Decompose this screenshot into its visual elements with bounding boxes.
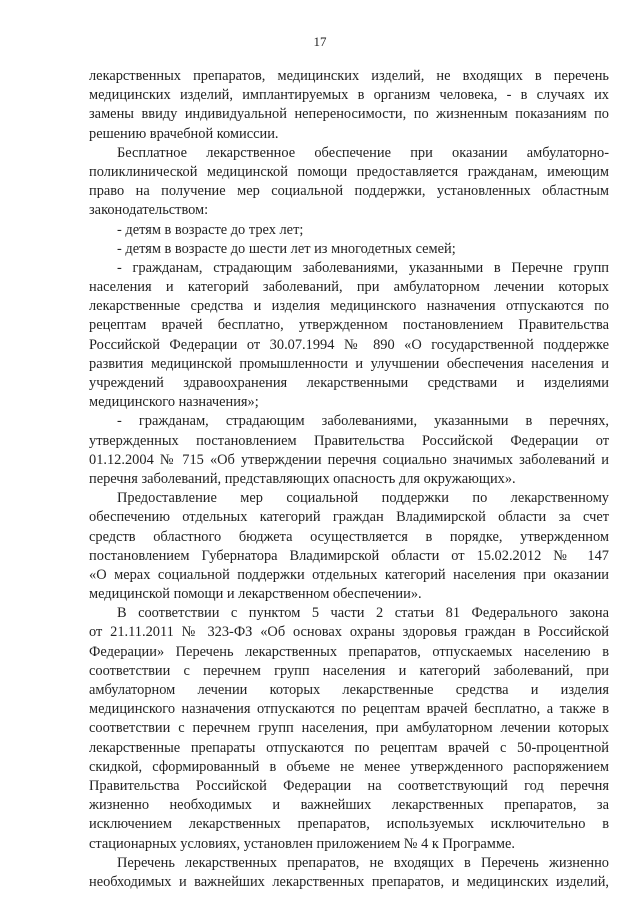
text-line: лекарственные средства и изделия медицинского назначения отпускаются по [89,298,609,315]
text-line: Правительства Российской Федерации на соответствующий год перечня [89,777,609,794]
text-line: медицинских изделий, имплантируемых в организм человека, - в случаях их [89,87,609,104]
text-line: постановлением Губернатора Владимирской области от 15.02.2012 № 147 [89,547,609,564]
text-line: лекарственные препараты отпускаются по рецептам врачей с 50-процентной [89,739,609,756]
text-line: Российской Федерации от 30.07.1994 № 890 «О государственной поддержке [89,336,609,353]
text-line: поликлинической медицинской помощи предоставляется гражданам, имеющим [89,163,609,180]
text-line: 01.12.2004 № 715 «Об утверждении перечня социально значимых заболеваний и [89,451,609,468]
text-line: Предоставление мер социальной поддержки по лекарственному [117,490,609,507]
document-body [89,67,609,892]
text-line: лекарственных препаратов, медицинских изделий, не входящих в перечень [89,68,609,84]
list-item: - гражданам, страдающим заболеваниями, указанными в Перечне групп [117,259,609,276]
text-line: скидкой, сформированный в объеме не менее утвержденного распоряжением [89,758,609,775]
text-line: медицинского назначения»; [89,394,259,411]
text-line: утвержденных постановлением Правительства Российской Федерации от [89,432,609,449]
text-line: законодательством: [89,202,209,219]
text-line: амбулаторном лечении которых лекарственные средства и изделия [89,682,609,698]
text-line: исключением лекарственных препаратов, используемых исключительно в [89,816,609,833]
text-line: необходимых и важнейших лекарственных препаратов, и медицинских изделий, [89,873,609,890]
text-line: «О мерах социальной поддержки отдельных категорий населения при оказании [89,566,609,583]
text-line: обеспечению отдельных категорий граждан Владимирской области за счет [89,509,609,526]
text-line: Федерации» Перечень лекарственных препаратов, отпускаемых населению в [89,643,609,660]
text-line: средств областного бюджета осуществляется в порядке, утвержденном [89,528,609,545]
text-line: медицинского назначения отпускаются по рецептам врачей бесплатно, а также в [89,701,609,718]
text-line: В соответствии с пунктом 5 части 2 статьи 81 Федерального закона [117,605,609,622]
text-line: Перечень лекарственных препаратов, не входящих в Перечень жизненно [117,854,609,871]
text-line: Бесплатное лекарственное обеспечение при оказании амбулаторно- [117,144,609,161]
text-line: населения и категорий заболеваний, при амбулаторном лечении которых [89,279,609,296]
text-line: перечня заболеваний, представляющих опасность для окружающих». [89,470,516,487]
text-line: соответствии с перечнем групп населения и категорий заболеваний, при [89,662,609,679]
list-item: - детям в возрасте до шести лет из многодетных семей; [117,240,456,257]
text-line: от 21.11.2011 № 323-ФЗ «Об основах охраны здоровья граждан в Российской [89,624,609,641]
text-line: соответствии с перечнем групп населения, при амбулаторном лечении которых [89,720,609,737]
text-line: замены ввиду индивидуальной непереносимости, по жизненным показаниям по [89,106,609,123]
text-line: рецептам врачей бесплатно, утвержденном постановлением Правительства [89,317,609,334]
text-line: жизненно необходимых и важнейших лекарственных препаратов, за [89,797,609,814]
list-item: - детям в возрасте до трех лет; [117,221,304,238]
text-line: учреждений здравоохранения лекарственными средствами и изделиями [89,375,609,391]
text-line: право на получение мер социальной поддержки, установленных областным [89,183,609,200]
text-line: стационарных условиях, установлен приложением № 4 к Программе. [89,835,515,852]
page-number: 17 [313,34,327,49]
text-line: решению врачебной комиссии. [89,125,279,142]
text-line: медицинской помощи и лекарственном обеспечении». [89,586,422,603]
list-item: - гражданам, страдающим заболеваниями, указанными в перечнях, [117,413,609,430]
text-line: развития медицинской промышленности и улучшении обеспечения населения и [89,355,609,372]
